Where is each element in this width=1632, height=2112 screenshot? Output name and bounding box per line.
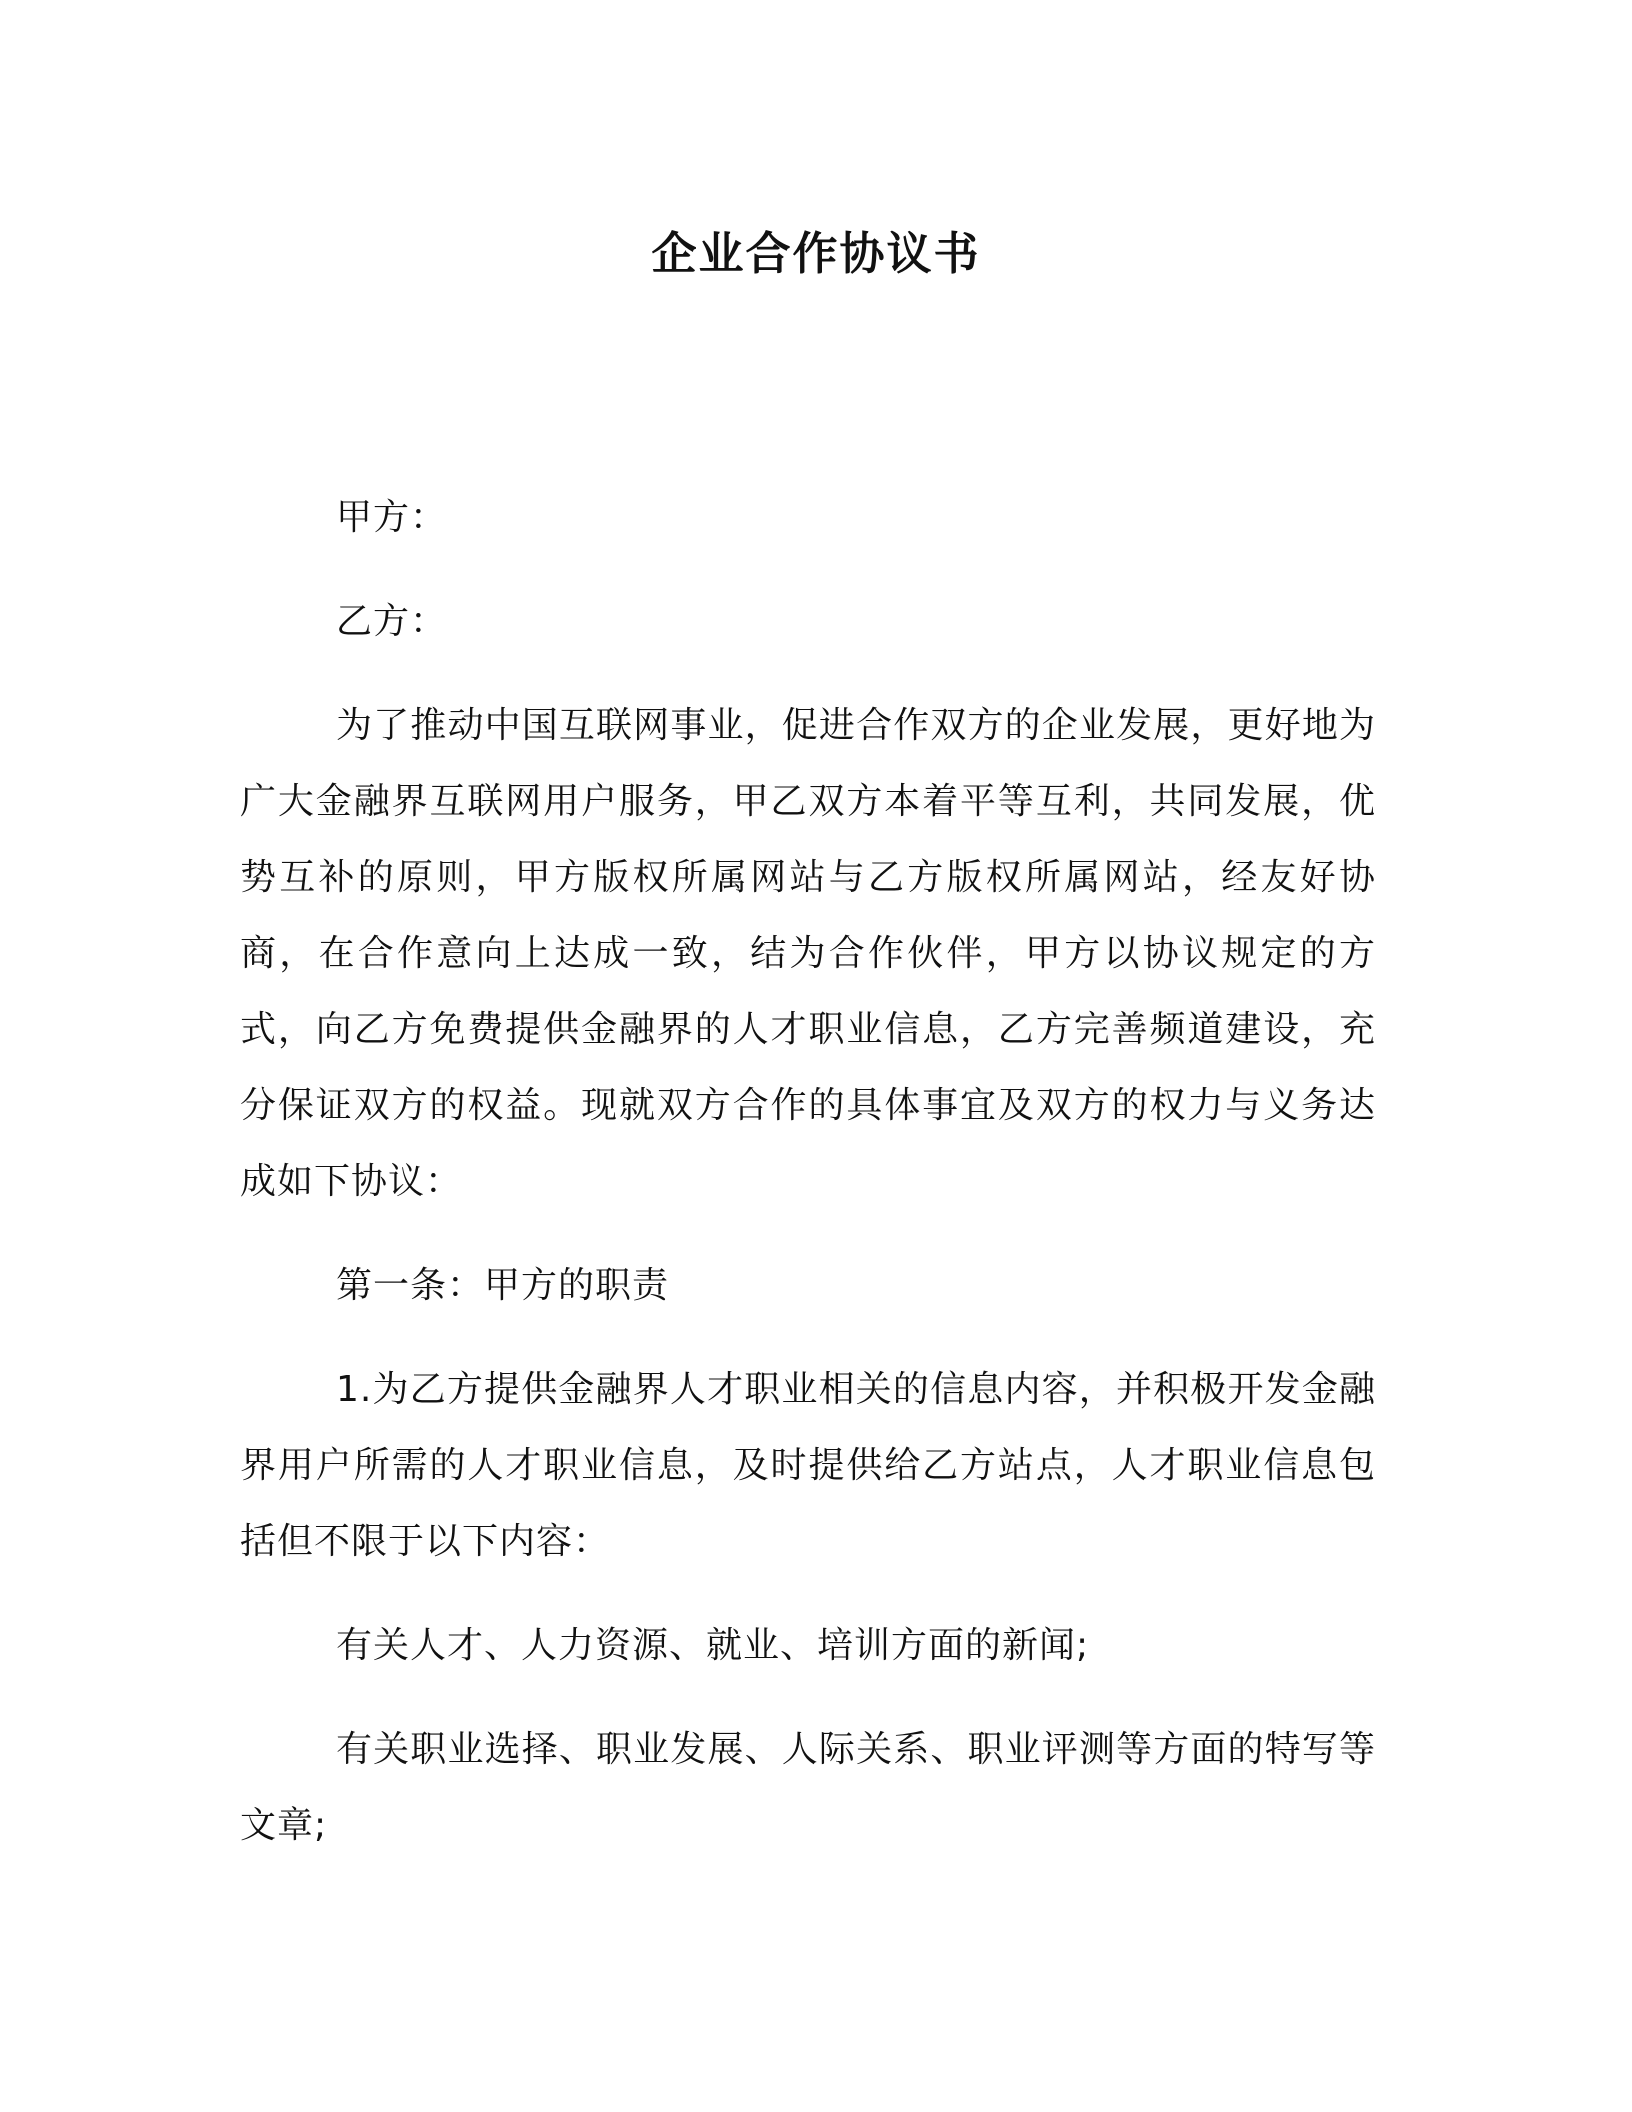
list-item-feature-articles: 有关职业选择、职业发展、人际关系、职业评测等方面的特写等文章; bbox=[240, 1729, 1376, 1846]
article-one-heading: 第一条：甲方的职责 bbox=[336, 1265, 670, 1306]
party-b-line: 乙方： bbox=[336, 601, 448, 642]
list-item-news: 有关人才、人力资源、就业、培训方面的新闻; bbox=[336, 1625, 1090, 1666]
clause-one-paragraph: 1.为乙方提供金融界人才职业相关的信息内容，并积极开发金融界用户所需的人才职业信息，及时提供给乙方站点，人才职业信息包括但不限于以下内容： bbox=[240, 1369, 1376, 1562]
document-title: 企业合作协议书 bbox=[651, 227, 981, 280]
preamble-paragraph: 为了推动中国互联网事业，促进合作双方的企业发展，更好地为广大金融界互联网用户服务，甲乙双方本着平等互利，共同发展，优势互补的原则，甲方版权所属网站与乙方版权所属网站，经友好协商，在合作意向上达成一致，结为合作伙伴，甲方以协议规定的方式，向乙方免费提供金融界的人才职业信息，乙方完善频道建设，充分保证双方的权益。现就双方合作的具体事宜及双方的权力与义务达成如下协议： bbox=[240, 705, 1376, 1202]
party-a-line: 甲方： bbox=[336, 497, 448, 538]
